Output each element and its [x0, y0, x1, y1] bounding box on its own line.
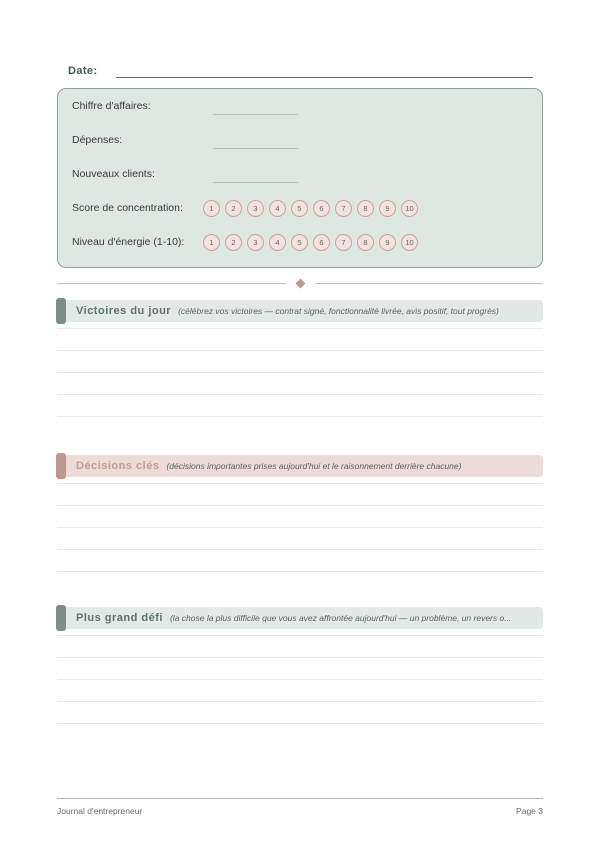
focus-score-option[interactable]: 5 [291, 200, 308, 217]
writing-line[interactable] [57, 329, 543, 351]
focus-score-option[interactable]: 4 [269, 200, 286, 217]
section-accent-bar [56, 453, 66, 479]
section-victories-title: Victoires du jour [76, 305, 172, 317]
writing-line[interactable] [57, 550, 543, 572]
energy-level-option[interactable]: 10 [401, 234, 418, 251]
focus-score-option[interactable]: 6 [313, 200, 330, 217]
metric-row-new-clients [72, 157, 528, 191]
energy-level-option[interactable]: 6 [313, 234, 330, 251]
energy-level-option[interactable]: 8 [357, 234, 374, 251]
focus-score-label: Score de concentration: [72, 202, 183, 214]
energy-level-scale [203, 234, 418, 251]
focus-score-option[interactable]: 1 [203, 200, 220, 217]
section-biggest-challenge-header [57, 607, 543, 629]
writing-line[interactable] [57, 484, 543, 506]
biggest-challenge-writing-area [57, 629, 543, 724]
energy-level-option[interactable]: 1 [203, 234, 220, 251]
section-biggest-challenge [57, 607, 543, 724]
writing-line[interactable] [57, 351, 543, 373]
writing-line[interactable] [57, 395, 543, 417]
date-row [68, 61, 533, 78]
section-biggest-challenge-hint: (la chose la plus difficile que vous avez affrontée aujourd'hui — un problème, un revers o... [169, 613, 512, 623]
new-clients-label: Nouveaux clients: [72, 168, 155, 180]
section-key-decisions-hint: (décisions importantes prises aujourd'hui et le raisonnement derrière chacune) [166, 461, 462, 471]
section-divider [57, 277, 543, 289]
expenses-input-line[interactable] [213, 148, 298, 149]
victories-writing-area [57, 322, 543, 417]
focus-score-option[interactable]: 10 [401, 200, 418, 217]
writing-line[interactable] [57, 702, 543, 724]
writing-line[interactable] [57, 528, 543, 550]
energy-level-option[interactable]: 5 [291, 234, 308, 251]
metrics-box [57, 88, 543, 268]
focus-score-scale [203, 200, 418, 217]
writing-line[interactable] [57, 636, 543, 658]
focus-score-option[interactable]: 3 [247, 200, 264, 217]
divider-line [315, 283, 544, 284]
writing-line[interactable] [57, 477, 543, 484]
key-decisions-writing-area [57, 477, 543, 572]
energy-level-label: Niveau d'énergie (1-10): [72, 236, 185, 248]
date-input-line[interactable] [116, 64, 533, 78]
focus-score-option[interactable]: 9 [379, 200, 396, 217]
section-victories [57, 300, 543, 417]
diamond-icon [295, 278, 305, 288]
energy-level-option[interactable]: 7 [335, 234, 352, 251]
writing-line[interactable] [57, 322, 543, 329]
writing-line[interactable] [57, 680, 543, 702]
focus-score-option[interactable]: 2 [225, 200, 242, 217]
energy-level-option[interactable]: 4 [269, 234, 286, 251]
section-key-decisions-title: Décisions clés [76, 460, 160, 472]
energy-level-option[interactable]: 2 [225, 234, 242, 251]
revenue-input-line[interactable] [213, 114, 298, 115]
metric-row-expenses [72, 123, 528, 157]
date-label: Date: [68, 65, 98, 77]
divider-line [57, 283, 286, 284]
expenses-label: Dépenses: [72, 134, 123, 146]
energy-level-option[interactable]: 9 [379, 234, 396, 251]
writing-line[interactable] [57, 629, 543, 636]
writing-line[interactable] [57, 373, 543, 395]
section-victories-header [57, 300, 543, 322]
new-clients-input-line[interactable] [213, 182, 298, 183]
writing-line[interactable] [57, 506, 543, 528]
section-key-decisions [57, 455, 543, 572]
focus-score-option[interactable]: 7 [335, 200, 352, 217]
metric-row-focus-score [72, 191, 528, 225]
footer-page-number: Page 3 [516, 806, 543, 816]
metric-row-energy-level [72, 225, 528, 259]
section-accent-bar [56, 298, 66, 324]
page-footer [57, 798, 543, 816]
writing-line[interactable] [57, 658, 543, 680]
section-key-decisions-header [57, 455, 543, 477]
revenue-label: Chiffre d'affaires: [72, 100, 151, 112]
section-victories-hint: (célébrez vos victoires — contrat signé, fonctionnalité livrée, avis positif, tout progrès) [178, 306, 499, 316]
section-biggest-challenge-title: Plus grand défi [76, 612, 163, 624]
energy-level-option[interactable]: 3 [247, 234, 264, 251]
focus-score-option[interactable]: 8 [357, 200, 374, 217]
section-accent-bar [56, 605, 66, 631]
metric-row-revenue [72, 89, 528, 123]
footer-title: Journal d'entrepreneur [57, 806, 143, 816]
